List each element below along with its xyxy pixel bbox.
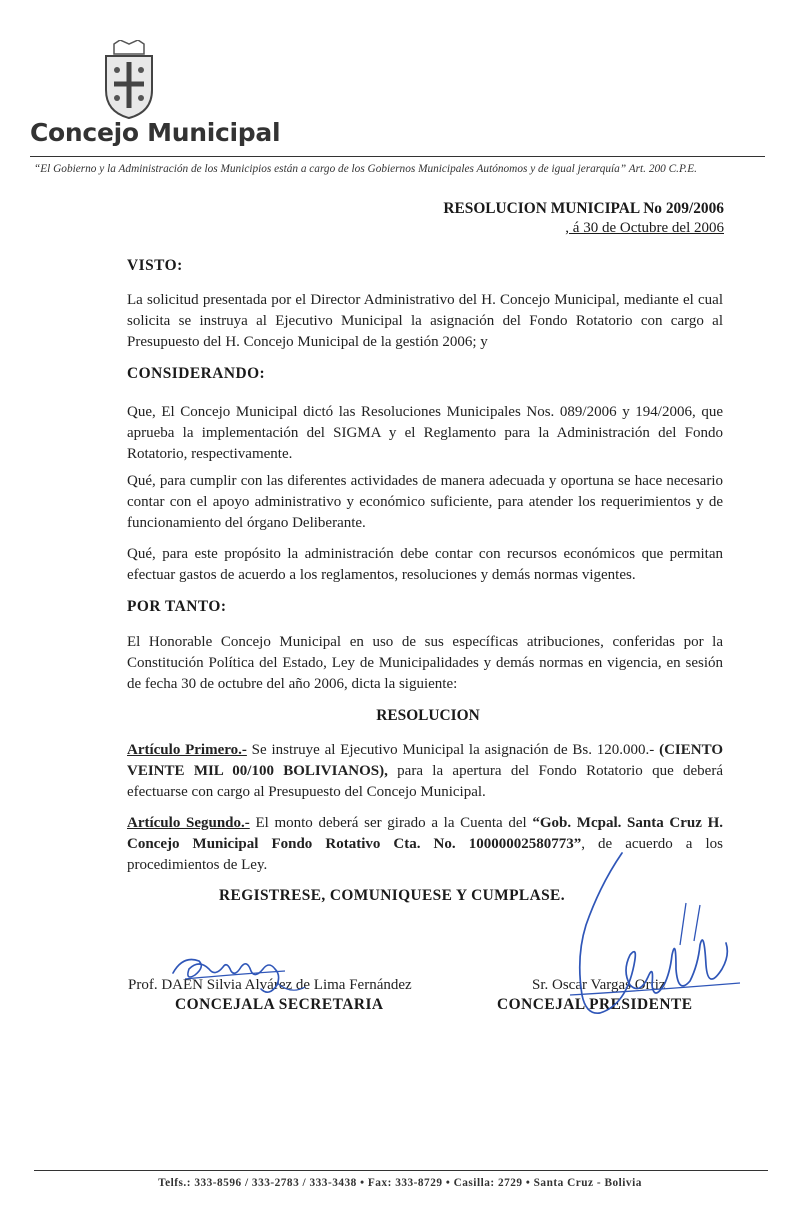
article-first-amount: (CIENTO VEINTE MIL 00/100 BOLIVIANOS),: [127, 742, 723, 779]
resolucion-heading: RESOLUCION: [376, 707, 480, 724]
left-signatory-name: Prof. DAEN Silvia Alvárez de Lima Fernández: [128, 977, 412, 993]
coat-of-arms-logo: [100, 40, 158, 120]
considerando-paragraph-3: Qué, para este propósito la administración debe contar con recursos económicos que permitan efectuar gastos de acuerdo a los reglamentos, resoluciones y demás normas vigentes.: [127, 546, 723, 583]
article-first-text-b: para la apertura del Fondo Rotatorio que deberá efectuarse con cargo al Presupuesto del Concejo Municipal.: [127, 763, 723, 800]
left-signatory-role: CONCEJALA SECRETARIA: [175, 996, 384, 1013]
right-signatory-role: CONCEJAL PRESIDENTE: [497, 996, 693, 1013]
article-second-label: Artículo Segundo.-: [127, 815, 250, 831]
resolution-title: RESOLUCION MUNICIPAL No 209/2006: [443, 200, 724, 217]
por-tanto-heading: POR TANTO:: [127, 598, 227, 615]
left-handwritten-signature: [165, 945, 325, 1015]
organization-name: Concejo Municipal: [30, 118, 281, 147]
por-tanto-paragraph: El Honorable Concejo Municipal en uso de sus específicas atribuciones, conferidas por la Constitución Política del Estado, Ley de Municipalidades y demás normas en vigencia, en sesión de fecha 30 de octubre del año 2006, dicta la siguiente:: [127, 634, 723, 692]
header-motto: “El Gobierno y la Administración de los Municipios están a cargo de los Gobiernos Municipales Autónomos y de igual jerarquía” Art. 200 C.P.E.: [34, 163, 697, 175]
considerando-paragraph-1: Que, El Concejo Municipal dictó las Resoluciones Municipales Nos. 089/2006 y 194/2006, que aprueba la implementación del SIGMA y el Reglamento para la Administración del Fondo Rotatorio, respectivamente.: [127, 404, 723, 462]
article-first-text-a: Se instruye al Ejecutivo Municipal la asignación de Bs. 120.000.-: [246, 742, 660, 758]
article-second-account: “Gob. Mcpal. Santa Cruz H. Concejo Municipal Fondo Rotativo Cta. No. 10000002580773”: [127, 815, 723, 852]
visto-paragraph: La solicitud presentada por el Director Administrativo del H. Concejo Municipal, mediante el cual solicita se instruya al Ejecutivo Municipal la asignación del Fondo Rotatorio con cargo al Presupuesto del H. Concejo Municipal de la gestión 2006; y: [127, 292, 723, 350]
resolution-date: , á 30 de Octubre del 2006: [565, 220, 724, 236]
footer-contact: Telfs.: 333-8596 / 333-2783 / 333-3438 • Fax: 333-8729 • Casilla: 2729 • Santa Cruz - Bolivia: [158, 1177, 642, 1189]
article-first: [127, 740, 723, 803]
considerando-paragraph-2: Qué, para cumplir con las diferentes actividades de manera adecuada y oportuna se hace necesario contar con el apoyo administrativo y económico suficiente, para atender los requerimientos y de funcionamiento del órgano Deliberante.: [127, 473, 723, 531]
right-handwritten-signature: [530, 845, 750, 1035]
right-signatory-name: Sr. Oscar Vargas Ortiz: [532, 977, 666, 993]
article-first-label: Artículo Primero.-: [127, 742, 247, 758]
header-divider: [30, 156, 765, 157]
footer-divider: [34, 1170, 768, 1171]
closing-statement: REGISTRESE, COMUNIQUESE Y CUMPLASE.: [219, 887, 565, 904]
article-second-text-b: , de acuerdo a los procedimientos de Ley.: [127, 836, 723, 873]
considerando-heading: CONSIDERANDO:: [127, 365, 266, 382]
article-second-text-a: El monto deberá ser girado a la Cuenta del: [249, 815, 533, 831]
visto-heading: VISTO:: [127, 257, 183, 274]
